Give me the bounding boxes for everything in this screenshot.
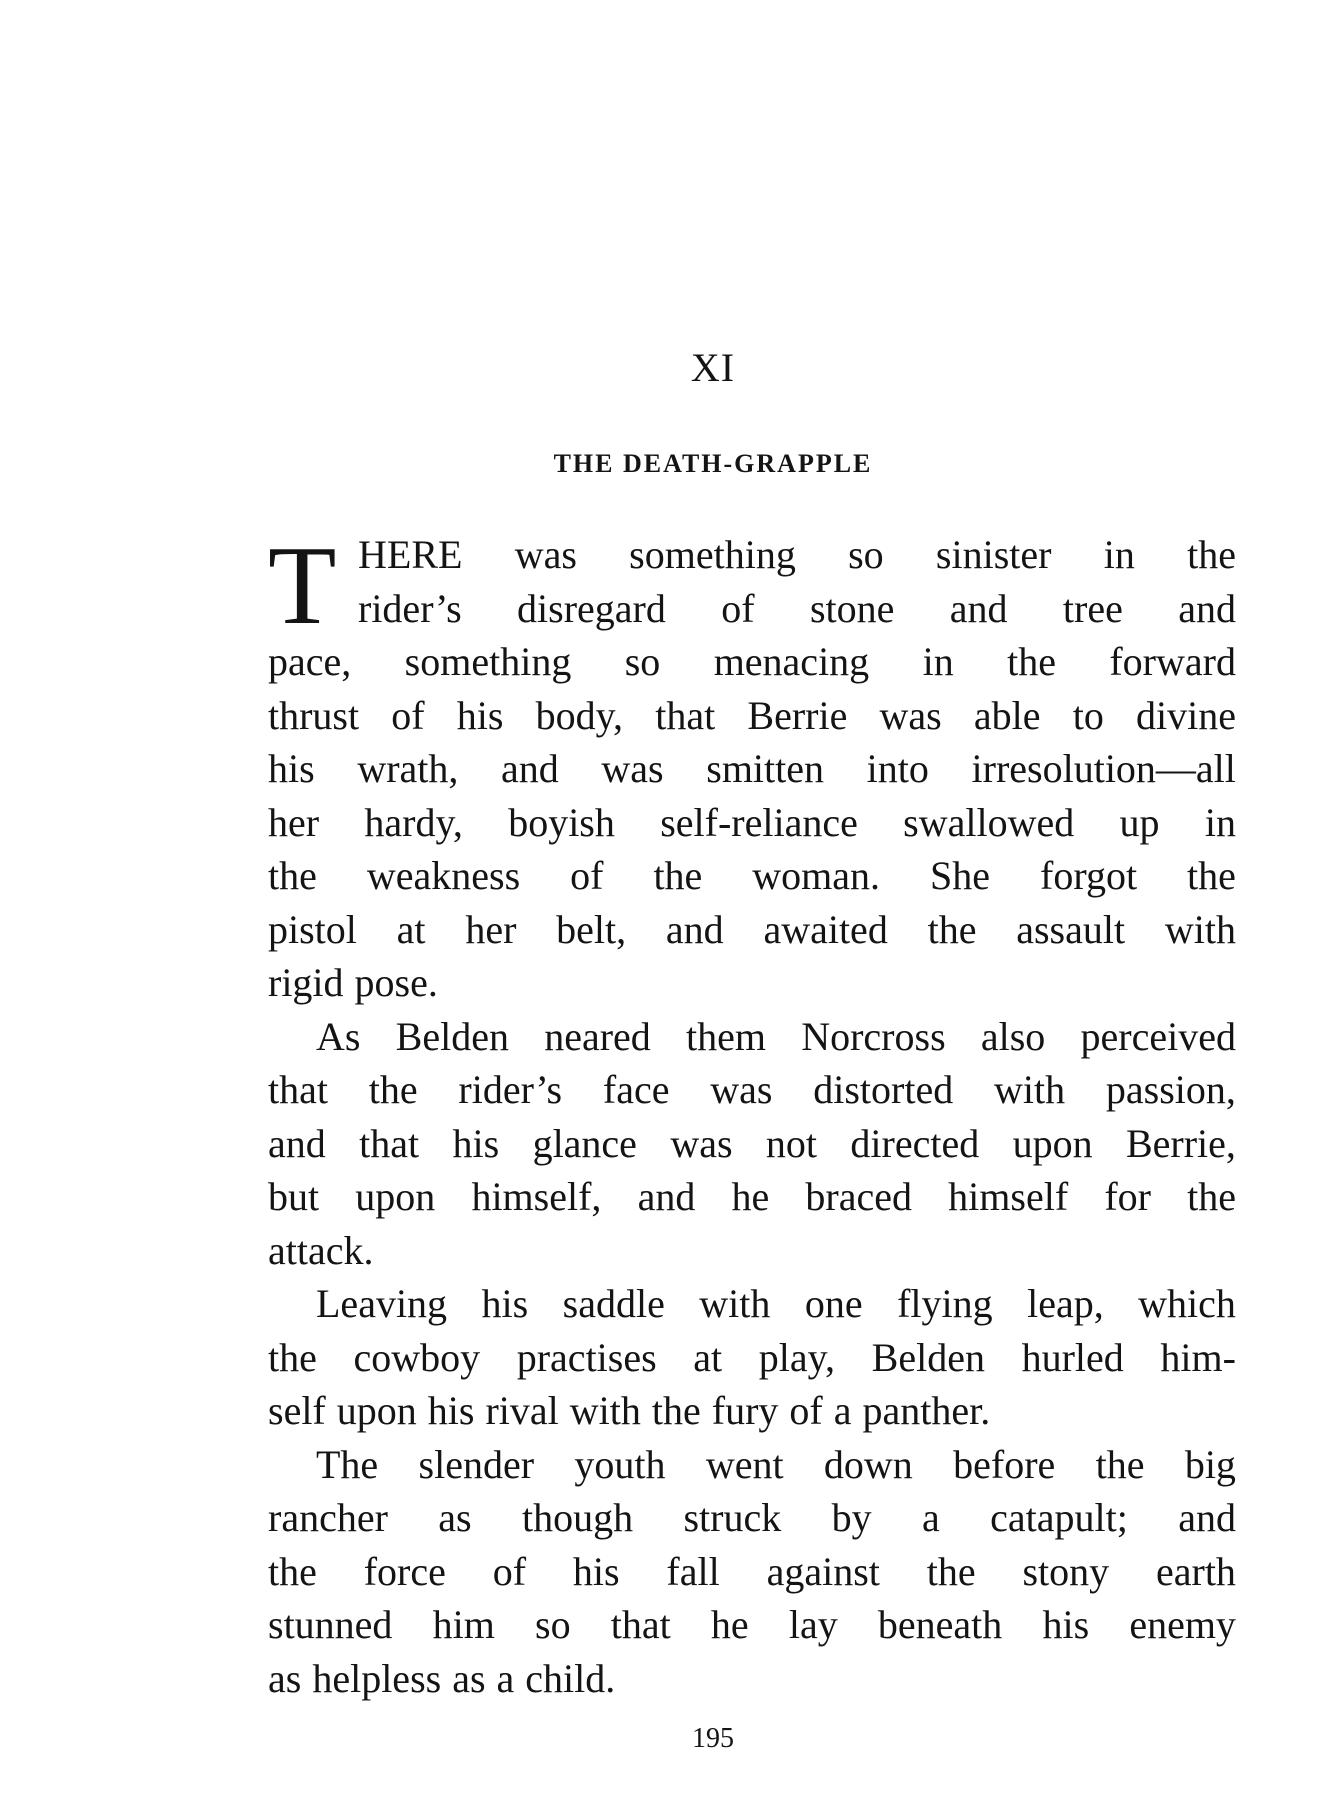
word: to: [1072, 692, 1104, 738]
word: at: [396, 906, 426, 952]
word: in: [1103, 532, 1135, 577]
chapter-title: THE DEATH-GRAPPLE: [553, 449, 873, 478]
word: the: [268, 1548, 317, 1594]
word: before: [953, 1441, 1056, 1487]
word: upon: [1012, 1120, 1093, 1166]
word: self: [268, 1388, 326, 1433]
word: woman.: [752, 853, 881, 898]
word: youth: [574, 1441, 666, 1487]
word: with: [1164, 906, 1236, 952]
word: so: [535, 1602, 571, 1647]
word: upon: [336, 1388, 417, 1433]
word: something: [629, 532, 796, 577]
word: his: [1042, 1602, 1090, 1647]
word: wrath,: [357, 746, 459, 791]
word: her: [268, 799, 320, 845]
word: hardy,: [364, 799, 463, 845]
paragraph-1-line-3: [268, 635, 1236, 689]
word: of: [721, 585, 755, 631]
word: belt,: [556, 906, 627, 952]
word: fall: [666, 1548, 720, 1594]
word: Belden: [395, 1013, 509, 1059]
word: that: [610, 1602, 671, 1647]
paragraph-4-line-5: [268, 1652, 1236, 1706]
word: a: [496, 1655, 515, 1701]
word: went: [705, 1441, 784, 1487]
word: the: [653, 853, 703, 898]
word: leap,: [1027, 1281, 1104, 1326]
word: weakness: [366, 853, 521, 898]
word: that: [359, 1120, 420, 1166]
word: as: [438, 1495, 472, 1540]
paragraph-1-line-9: [268, 956, 1236, 1010]
word: him-: [1160, 1334, 1236, 1380]
word: braced: [805, 1174, 913, 1219]
word: and: [1178, 1495, 1236, 1540]
paragraph-2-line-3: [268, 1117, 1236, 1171]
word: a: [833, 1388, 852, 1433]
word: rider’s: [458, 1067, 563, 1112]
word: cowboy: [353, 1334, 481, 1380]
word: awaited: [763, 906, 888, 952]
word: not: [765, 1120, 818, 1166]
word: Leaving: [316, 1281, 448, 1326]
word: so: [848, 532, 884, 577]
paragraph-2-line-1: [268, 1010, 1236, 1064]
word: beneath: [877, 1602, 1003, 1647]
word: the: [1095, 1441, 1145, 1487]
word: panther.: [862, 1388, 991, 1433]
word: which: [1138, 1281, 1236, 1326]
word: he: [710, 1602, 749, 1647]
word: fury: [711, 1388, 779, 1433]
word: the: [927, 906, 977, 952]
word: so: [624, 639, 661, 684]
word: hurled: [1021, 1334, 1124, 1380]
word: attack.: [268, 1227, 374, 1273]
word: him: [432, 1602, 495, 1647]
word: pistol: [268, 906, 357, 952]
paragraph-1-line-5: [268, 742, 1236, 796]
word: pose.: [354, 960, 438, 1005]
paragraph-3-line-3: [268, 1384, 1236, 1438]
word: menacing: [713, 639, 870, 684]
word: with: [699, 1281, 771, 1326]
word: the: [1187, 1174, 1236, 1219]
word: neared: [544, 1013, 651, 1059]
word: rancher: [268, 1495, 388, 1540]
chapter-number: XI: [690, 345, 736, 390]
word: saddle: [562, 1281, 665, 1326]
word: Berrie: [747, 692, 848, 738]
word: irresolution—all: [971, 746, 1236, 791]
word: assault: [1016, 906, 1126, 952]
paragraph-2-line-4: [268, 1170, 1236, 1224]
word: stone: [809, 585, 895, 631]
word: the: [268, 853, 317, 898]
word: the: [1007, 639, 1056, 684]
word: practises: [516, 1334, 657, 1380]
word: catapult;: [990, 1495, 1128, 1540]
word: and: [501, 746, 559, 791]
word: the: [651, 1388, 701, 1433]
word: of: [391, 692, 425, 738]
word: lay: [788, 1602, 838, 1647]
word: distorted: [813, 1067, 954, 1112]
word: stunned: [268, 1602, 393, 1647]
word: smitten: [706, 746, 825, 791]
word: perceived: [1080, 1013, 1236, 1059]
paragraph-1-line-7: [268, 849, 1236, 903]
word: his: [452, 1120, 500, 1166]
word: disregard: [517, 585, 666, 631]
word: but: [268, 1174, 320, 1219]
word: into: [866, 746, 929, 791]
word: though: [521, 1495, 634, 1540]
word: and: [1178, 585, 1236, 631]
word: boyish: [508, 799, 615, 845]
word: passion,: [1105, 1067, 1236, 1112]
word: down: [823, 1441, 913, 1487]
word: Berrie,: [1125, 1120, 1236, 1166]
word: pace,: [268, 639, 352, 684]
word: sinister: [935, 532, 1052, 577]
word: the: [1187, 853, 1236, 898]
word: slender: [418, 1441, 535, 1487]
word: his: [481, 1281, 529, 1326]
word: them: [686, 1013, 766, 1059]
word: by: [831, 1495, 872, 1540]
word: was: [514, 532, 577, 577]
word: enemy: [1129, 1602, 1236, 1647]
word: the: [1187, 532, 1236, 577]
paragraph-4-line-3: [268, 1545, 1236, 1599]
word: and: [637, 1174, 696, 1219]
paragraph-1-line-1: [268, 528, 1236, 582]
word: Norcross: [801, 1013, 946, 1059]
paragraph-1-line-8: [268, 903, 1236, 957]
word: his: [456, 692, 504, 738]
word: as: [452, 1655, 486, 1701]
paragraph-4-line-2: [268, 1491, 1236, 1545]
word: the: [926, 1548, 976, 1594]
word: big: [1184, 1441, 1236, 1487]
word: helpless: [312, 1655, 442, 1701]
paragraph-4-line-1: [268, 1438, 1236, 1492]
word: play,: [758, 1334, 836, 1380]
word: The: [316, 1441, 379, 1487]
word: of: [570, 853, 604, 898]
word: able: [973, 692, 1041, 738]
word: one: [804, 1281, 863, 1326]
word: the: [368, 1067, 418, 1112]
word: his: [268, 746, 315, 791]
word: face: [602, 1067, 670, 1112]
word: and: [268, 1120, 326, 1166]
word: as: [268, 1655, 302, 1701]
word: glance: [532, 1120, 637, 1166]
word: stony: [1022, 1548, 1110, 1594]
paragraph-4-line-4: [268, 1598, 1236, 1652]
paragraph-1-line-2: [268, 582, 1236, 636]
word: rival: [485, 1388, 559, 1433]
word: earth: [1155, 1548, 1236, 1594]
word: up: [1119, 799, 1160, 845]
word: that: [655, 692, 716, 738]
word: struck: [683, 1495, 782, 1540]
paragraph-1-line-6: [268, 796, 1236, 850]
word: HERE: [358, 532, 463, 577]
word: the: [268, 1334, 317, 1380]
word: something: [404, 639, 572, 684]
drop-cap: T: [268, 524, 337, 648]
word: rigid: [268, 960, 344, 1005]
word: with: [994, 1067, 1066, 1112]
paragraph-2-line-5: [268, 1224, 1236, 1278]
word: was: [670, 1120, 733, 1166]
word: She: [930, 853, 991, 898]
word: Belden: [871, 1334, 985, 1380]
word: directed: [850, 1120, 980, 1166]
word: and: [665, 906, 724, 952]
word: himself,: [471, 1174, 602, 1219]
word: of: [492, 1548, 527, 1594]
word: was: [601, 746, 664, 791]
word: that: [268, 1067, 328, 1112]
word: child.: [525, 1655, 616, 1701]
word: was: [710, 1067, 773, 1112]
word: swallowed: [903, 799, 1075, 845]
word: his: [572, 1548, 620, 1594]
chapter-body: [268, 524, 1236, 1705]
word: self-reliance: [660, 799, 858, 845]
word: flying: [897, 1281, 993, 1326]
word: was: [879, 692, 942, 738]
paragraph-2-line-2: [268, 1063, 1236, 1117]
paragraph-1-line-4: [268, 689, 1236, 743]
word: tree: [1062, 585, 1123, 631]
word: and: [949, 585, 1008, 631]
word: forward: [1109, 639, 1236, 684]
word: with: [569, 1388, 641, 1433]
word: upon: [355, 1174, 436, 1219]
word: himself: [948, 1174, 1069, 1219]
word: her: [465, 906, 517, 952]
word: rider’s: [358, 585, 462, 631]
word: in: [922, 639, 954, 684]
word: thrust: [268, 692, 360, 738]
paragraph-3-line-2: [268, 1331, 1236, 1385]
word: he: [731, 1174, 770, 1219]
word: at: [693, 1334, 723, 1380]
word: in: [1204, 799, 1236, 845]
word: against: [766, 1548, 880, 1594]
word: a: [922, 1495, 940, 1540]
word: force: [363, 1548, 446, 1594]
word: his: [427, 1388, 475, 1433]
word: As: [316, 1013, 361, 1059]
word: of: [789, 1388, 823, 1433]
page-number: 195: [692, 1723, 734, 1754]
word: for: [1104, 1174, 1151, 1219]
word: body,: [535, 692, 624, 738]
word: also: [980, 1013, 1046, 1059]
word: forgot: [1040, 853, 1138, 898]
paragraph-3-line-1: [268, 1277, 1236, 1331]
word: divine: [1136, 692, 1236, 738]
